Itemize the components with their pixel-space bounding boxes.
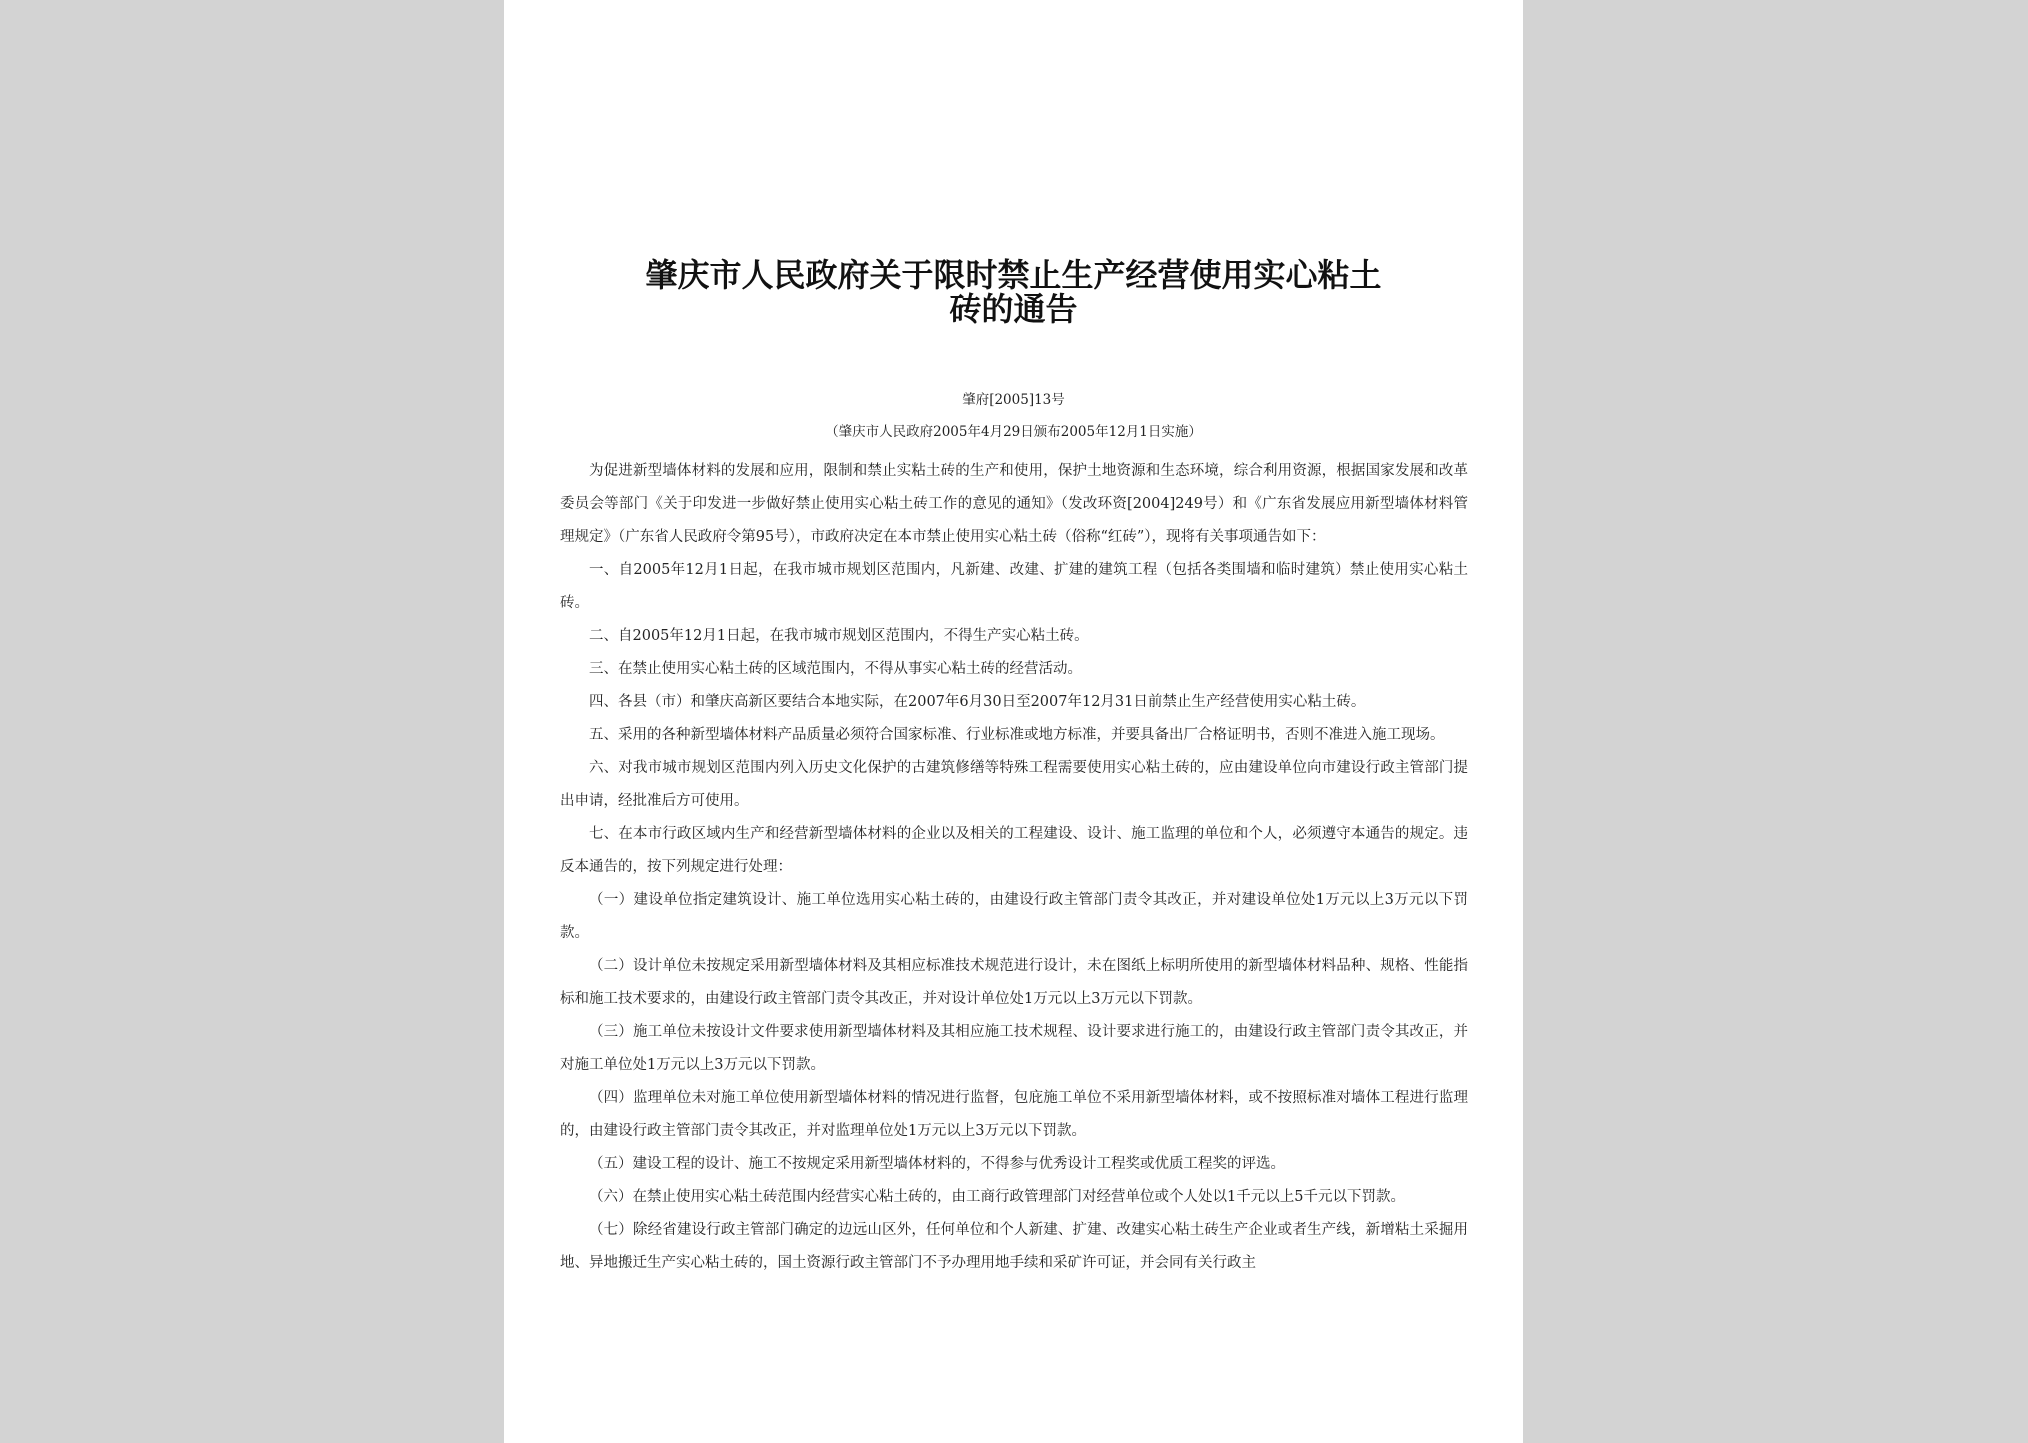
issue-info: （肇庆市人民政府2005年4月29日颁布2005年12月1日实施） — [825, 424, 1202, 440]
paragraph-item-1: 一、自2005年12月1日起，在我市城市规划区范围内，凡新建、改建、扩建的建筑工程（包括各类围墙和临时建筑）禁止使用实心粘土砖。 — [560, 562, 1468, 611]
paragraph-sub-7: （七）除经省建设行政主管部门确定的边远山区外，任何单位和个人新建、扩建、改建实心粘土砖生产企业或者生产线，新增粘土采掘用地、异地搬迁生产实心粘土砖的，国土资源行政主管部门不予办理用地手续和采矿许可证，并会同有关行政主 — [560, 1222, 1468, 1271]
document-title — [504, 258, 1523, 326]
paragraph-sub-6: （六）在禁止使用实心粘土砖范围内经营实心粘土砖的，由工商行政管理部门对经营单位或个人处以1千元以上5千元以下罚款。 — [589, 1189, 1405, 1205]
paragraph-item-2: 二、自2005年12月1日起，在我市城市规划区范围内，不得生产实心粘土砖。 — [589, 628, 1089, 644]
document-number: 肇府[2005]13号 — [962, 392, 1065, 408]
paragraph-item-6: 六、对我市城市规划区范围内列入历史文化保护的古建筑修缮等特殊工程需要使用实心粘土砖的，应由建设单位向市建设行政主管部门提出申请，经批准后方可使用。 — [560, 760, 1468, 809]
title-line-1: 肇庆市人民政府关于限时禁止生产经营使用实心粘土 — [645, 256, 1382, 294]
paragraph-sub-1: （一）建设单位指定建筑设计、施工单位选用实心粘土砖的，由建设行政主管部门责令其改正，并对建设单位处1万元以上3万元以下罚款。 — [560, 892, 1468, 941]
document-body — [560, 455, 1468, 1280]
paragraph-item-4: 四、各县（市）和肇庆高新区要结合本地实际，在2007年6月30日至2007年12月31日前禁止生产经营使用实心粘土砖。 — [589, 694, 1366, 710]
paragraph-item-5: 五、采用的各种新型墙体材料产品质量必须符合国家标准、行业标准或地方标准，并要具备出厂合格证明书，否则不准进入施工现场。 — [589, 727, 1445, 743]
paragraph-sub-5: （五）建设工程的设计、施工不按规定采用新型墙体材料的，不得参与优秀设计工程奖或优质工程奖的评选。 — [589, 1156, 1285, 1172]
paragraph-sub-4: （四）监理单位未对施工单位使用新型墙体材料的情况进行监督，包庇施工单位不采用新型墙体材料，或不按照标准对墙体工程进行监理的，由建设行政主管部门责令其改正，并对监理单位处1万元以上3万元以下罚款。 — [560, 1090, 1468, 1139]
paragraph-preamble: 为促进新型墙体材料的发展和应用，限制和禁止实粘土砖的生产和使用，保护土地资源和生态环境，综合利用资源，根据国家发展和改革委员会等部门《关于印发进一步做好禁止使用实心粘土砖工作的意见的通知》（发改环资[2004]249号）和《广东省发展应用新型墙体材料管理规定》（广东省人民政府令第95号），市政府决定在本市禁止使用实心粘土砖（俗称“红砖”），现将有关事项通告如下： — [560, 463, 1468, 545]
paragraph-item-7: 七、在本市行政区域内生产和经营新型墙体材料的企业以及相关的工程建设、设计、施工监理的单位和个人，必须遵守本通告的规定。违反本通告的，按下列规定进行处理： — [560, 826, 1468, 875]
paragraph-item-3: 三、在禁止使用实心粘土砖的区域范围内，不得从事实心粘土砖的经营活动。 — [589, 661, 1082, 677]
title-line-2: 砖的通告 — [949, 290, 1078, 328]
document-page — [504, 0, 1523, 1443]
paragraph-sub-3: （三）施工单位未按设计文件要求使用新型墙体材料及其相应施工技术规程、设计要求进行施工的，由建设行政主管部门责令其改正，并对施工单位处1万元以上3万元以下罚款。 — [560, 1024, 1468, 1073]
paragraph-sub-2: （二）设计单位未按规定采用新型墙体材料及其相应标准技术规范进行设计，未在图纸上标明所使用的新型墙体材料品种、规格、性能指标和施工技术要求的，由建设行政主管部门责令其改正，并对设计单位处1万元以上3万元以下罚款。 — [560, 958, 1468, 1007]
